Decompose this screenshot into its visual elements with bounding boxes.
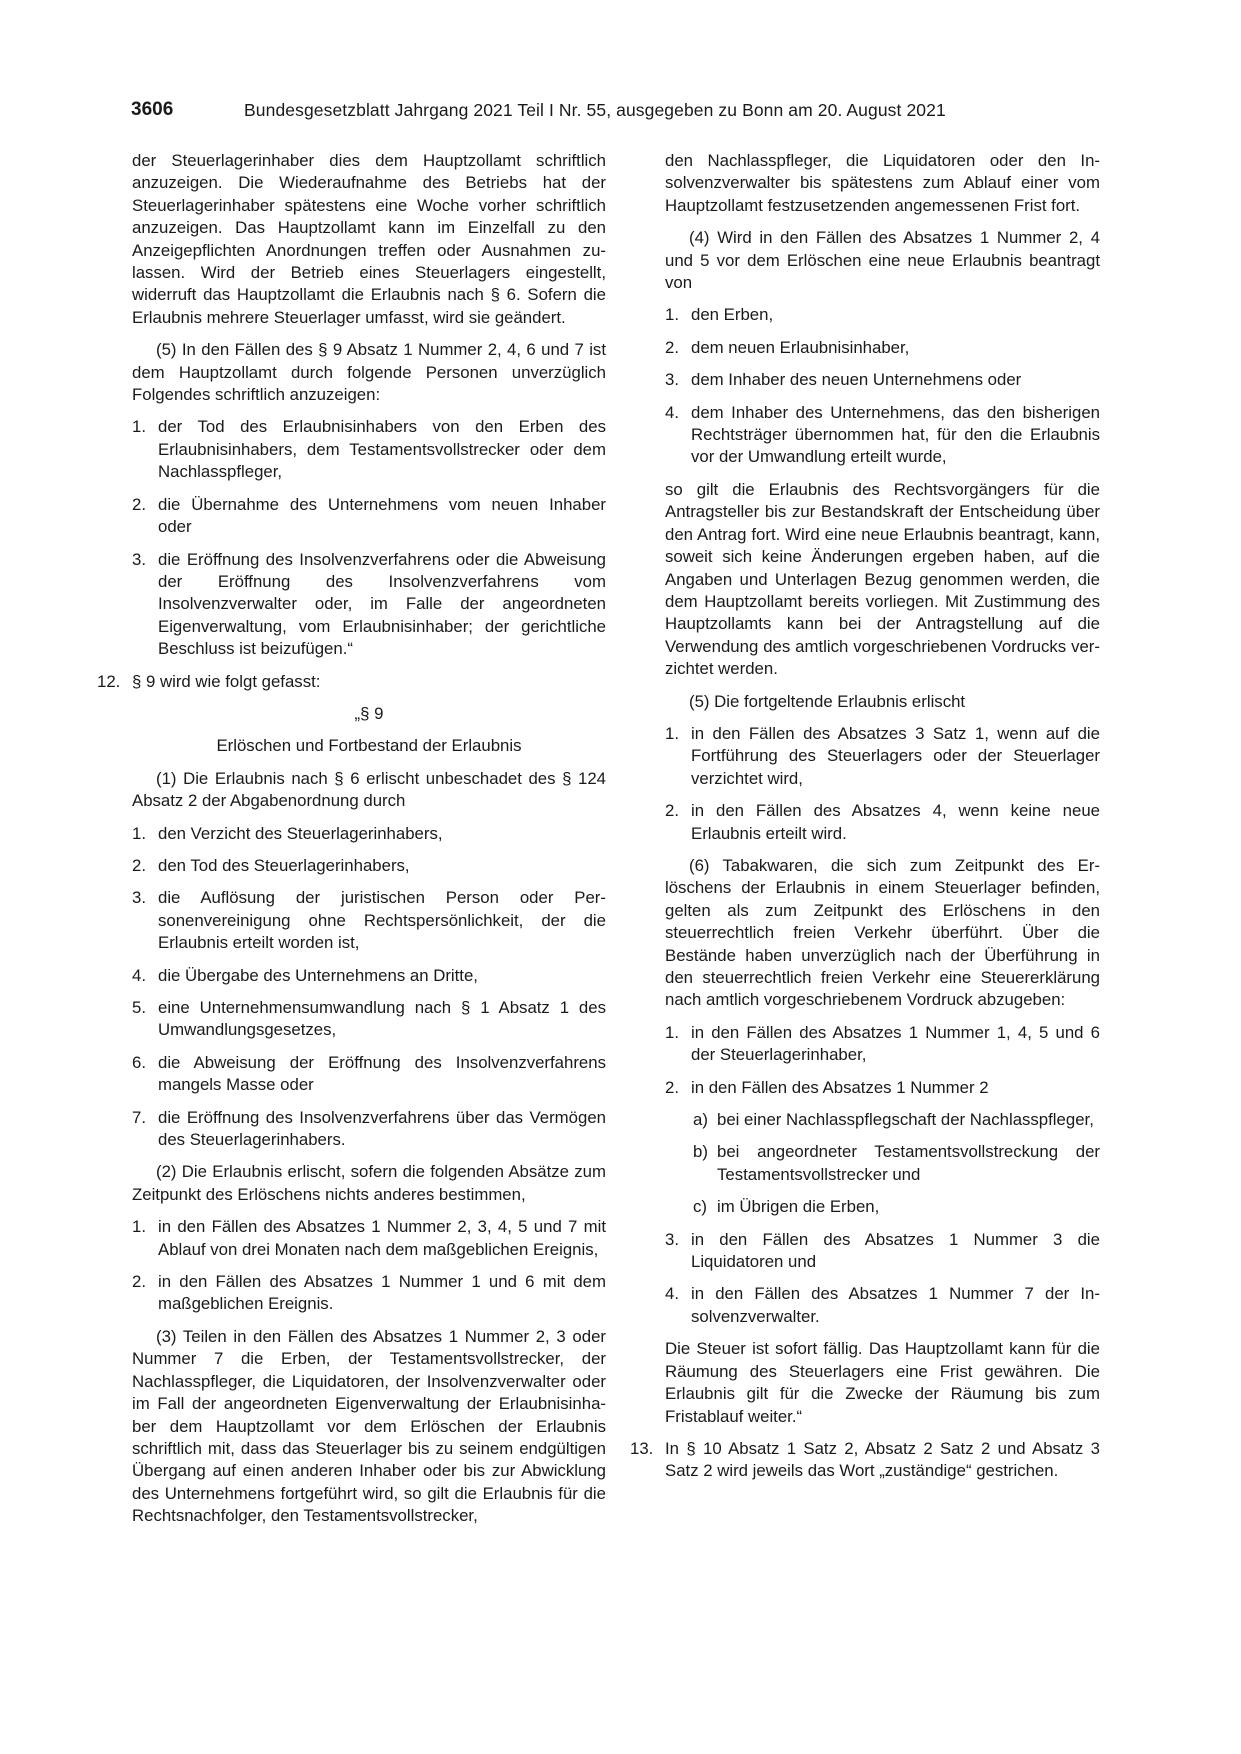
list-number: 3.: [132, 888, 146, 908]
list-text: in den Fällen des Absatzes 1 Nummer 1 und 6 mit dem maßgeblichen Ereignis.: [158, 1272, 606, 1314]
gazette-title: Bundesgesetzblatt Jahrgang 2021 Teil I Nr. 55, ausgegeben zu Bonn am 20. August 2021: [244, 100, 946, 120]
list-number: 3.: [665, 370, 679, 390]
paragraph-abs2: (2) Die Erlaubnis erlischt, sofern die folgenden Absätze zum Zeitpunkt des Erlöschens nichts anderes bestimmen,: [132, 1162, 606, 1204]
page-header: [131, 99, 1131, 129]
list-text: der Tod des Erlaubnisinhabers von den Erben des Erlaubnisinhabers, dem Testamentsvollstrecker oder dem Nachlasspfleger,: [158, 417, 606, 482]
sub-list-text: im Übrigen die Erben,: [717, 1197, 880, 1217]
list-number: 1.: [665, 723, 679, 743]
list-number: 3.: [665, 1229, 679, 1249]
list-item: [665, 800, 1100, 845]
paragraph-abs4: (4) Wird in den Fällen des Absatzes 1 Nummer 2, 4 und 5 vor dem Erlöschen eine neue Erlaubnis beantragt von: [665, 228, 1100, 293]
paragraph-abs1: (1) Die Erlaubnis nach § 6 erlischt unbeschadet des § 124 Absatz 2 der Abgabenordnung durch: [132, 768, 606, 811]
right-column: [630, 150, 1100, 1493]
list-number: 2.: [132, 1272, 146, 1292]
list-text: den Tod des Steuerlagerinhabers,: [158, 855, 410, 875]
section-number: „§ 9: [354, 703, 384, 723]
list-item: [132, 965, 606, 987]
list-item: [665, 369, 1100, 391]
list-number: 2.: [665, 801, 679, 821]
list-number: 1.: [132, 417, 146, 437]
list-text: in den Fällen des Absatzes 1 Nummer 3 die Liquidatoren und: [691, 1229, 1100, 1272]
page-number: 3606: [131, 99, 174, 120]
list-item: [132, 1271, 606, 1316]
section-title: Erlöschen und Fortbestand der Erlaubnis: [216, 736, 522, 756]
list-item: [665, 723, 1100, 790]
list-number: 2.: [665, 337, 679, 357]
list-text: in den Fällen des Absatzes 1 Nummer 7 der Insolvenzverwalter.: [691, 1284, 1100, 1326]
list-number: 5.: [132, 998, 146, 1017]
list-item: [132, 494, 606, 539]
list-item: [665, 337, 1100, 359]
paragraph-abs6: (6) Tabakwaren, die sich zum Zeitpunkt des Erlöschens der Erlaubnis in einem Steuerlager befinden, gelten als zum Zeitpunkt des Erlöschens in den steuerrechtlich freien Verkehr überführt. Über die Bestände haben unverzüglich nach der Überführung in den steuerrechtlich freien Verkehr eine Steuererklärung nach amtlich vorgeschriebenem Vordruck abzugeben:: [665, 855, 1100, 1010]
paragraph: so gilt die Erlaubnis des Rechtsvorgängers für die Antragsteller bis zur Bestandskraft der Entscheidung über den Antrag fort. Wird eine neue Erlaubnis beantragt, kann, soweit sich keine Änderungen ergeben haben, auf die Angaben und Unterlagen Bezug genommen werden, die dem Hauptzollamt bereits vorliegen. Mit Zustimmung des Hauptzollamts kann bei der Antragstellung auf die Verwendung des amtlich vorgeschriebenen Vordrucks verzichtet werden.: [665, 479, 1100, 679]
list-text: in den Fällen des Absatzes 3 Satz 1, wenn auf die Fortführung des Steuerlagers oder der Steuerlager verzichtet wird,: [691, 723, 1100, 788]
amendment-number: 12.: [97, 671, 121, 691]
list-text: die Auflösung der juristischen Person oder Personenvereinigung ohne Rechtspersönlichkeit, der die Erlaubnis erteilt worden ist,: [158, 888, 606, 953]
sub-list-text: bei angeordneter Testamentsvollstreckung der Testamentsvollstrecker und: [717, 1142, 1100, 1184]
list-number: 1.: [132, 823, 146, 843]
list-text: die Übergabe des Unternehmens an Dritte,: [158, 965, 478, 985]
list-item: [132, 887, 606, 954]
paragraph-abs5: (5) In den Fällen des § 9 Absatz 1 Nummer 2, 4, 6 und 7 ist dem Hauptzollamt durch folgende Personen unverzüglich Folgendes schriftlich anzuzeigen:: [132, 340, 606, 405]
list-item: [132, 997, 606, 1042]
list-text: in den Fällen des Absatzes 4, wenn keine neue Erlaubnis erteilt wird.: [691, 801, 1100, 843]
list-text: in den Fällen des Absatzes 1 Nummer 2: [691, 1077, 989, 1097]
left-column: [97, 150, 606, 1538]
amendment-number: 13.: [630, 1438, 654, 1458]
paragraph-abs5: (5) Die fortgeltende Erlaubnis erlischt: [689, 691, 966, 711]
list-number: 2.: [665, 1077, 679, 1097]
list-item: [132, 1107, 606, 1152]
list-text: die Eröffnung des Insolvenzverfahrens über das Vermögen des Steuerlagerinhabers.: [158, 1107, 606, 1150]
list-item: [665, 402, 1100, 469]
list-number: 2.: [132, 494, 146, 514]
sub-list-item: [693, 1109, 1100, 1131]
paragraph: den Nachlasspfleger, die Liquidatoren oder den Insolvenzverwalter bis spätestens zum Ablauf einer vom Hauptzollamt festzusetzenden angemessenen Frist fort.: [665, 151, 1100, 215]
list-number: 2.: [132, 855, 146, 875]
list-text: den Verzicht des Steuerlagerinhabers,: [158, 823, 443, 843]
sub-list-text: bei einer Nachlasspflegschaft der Nachlasspfleger,: [717, 1110, 1094, 1130]
list-text: den Erben,: [691, 305, 774, 325]
list-number: 1.: [132, 1217, 146, 1237]
list-text: in den Fällen des Absatzes 1 Nummer 2, 3, 4, 5 und 7 mit Ablauf von drei Monaten nach dem maßgeblichen Ereignis,: [158, 1217, 606, 1259]
list-text: die Übernahme des Unternehmens vom neuen Inhaber oder: [158, 494, 606, 537]
list-number: 1.: [665, 305, 679, 325]
list-number: 6.: [132, 1052, 146, 1072]
paragraph-abs3: (3) Teilen in den Fällen des Absatzes 1 Nummer 2, 3 oder Nummer 7 die Erben, der Testamentsvollstrecker, der Nachlasspfleger, die Liquidatoren, der Insolvenzverwalter oder im Fall der angeordneten Eigenverwaltung der Erlaubnisinhaber dem Hauptzollamt vor dem Erlöschen der Erlaubnis schriftlich mit, dass das Steuerlager bis zu seinem endgültigen Übergang auf einen anderen Inhaber oder bis zur Abwicklung des Unternehmens fortgeführt wird, so gilt die Erlaubnis für die Rechtsnachfolger, den Testamentsvollstrecker,: [132, 1326, 606, 1526]
list-item: [132, 823, 606, 845]
list-number: 4.: [665, 1284, 679, 1304]
list-item: [132, 416, 606, 483]
list-item: [132, 1052, 606, 1097]
list-text: dem Inhaber des neuen Unternehmens oder: [691, 370, 1022, 390]
list-text: in den Fällen des Absatzes 1 Nummer 1, 4, 5 und 6 der Steuerlagerinhaber,: [691, 1022, 1100, 1065]
sub-list-item: [693, 1141, 1100, 1186]
list-item: [665, 1077, 1100, 1099]
sub-list-letter: c): [693, 1197, 707, 1217]
sub-list-letter: a): [693, 1110, 708, 1130]
amendment-text: § 9 wird wie folgt gefasst:: [132, 671, 321, 691]
paragraph: der Steuerlagerinhaber dies dem Hauptzollamt schriftlich anzuzeigen. Die Wiederaufnahme des Betriebs hat der Steuerlagerinhaber spätestens eine Woche vorher schriftlich anzuzeigen. Das Hauptzollamt kann im Einzelfall zu den Anzeigepflichten Anordnungen treffen oder Ausnahmen zulassen. Wird der Betrieb eines Steuerlagers eingestellt, widerruft das Hauptzollamt die Erlaubnis nach § 6. Sofern die Erlaubnis mehrere Steuerlager umfasst, wird sie geändert.: [132, 151, 606, 327]
list-number: 4.: [132, 965, 146, 985]
list-item: [665, 304, 1100, 326]
list-text: dem neuen Erlaubnisinhaber,: [691, 337, 910, 357]
list-text: die Eröffnung des Insolvenzverfahrens oder die Abweisung der Eröffnung des Insolvenzverfahrens vom Insolvenzverwalter oder, im Falle der angeordneten Eigenverwaltung, vom Erlaubnisinhaber; der gerichtliche Beschluss ist beizufügen.“: [158, 549, 606, 659]
paragraph: Die Steuer ist sofort fällig. Das Hauptzollamt kann für die Räumung des Steuerlagers eine Frist gewähren. Die Erlaubnis gilt für die Zwecke der Räumung bis zum Fristablauf weiter.“: [665, 1339, 1100, 1426]
amendment-text: In § 10 Absatz 1 Satz 2, Absatz 2 Satz 2 und Absatz 3 Satz 2 wird jeweils das Wort „zuständige“ gestrichen.: [665, 1438, 1100, 1481]
list-item: [665, 1229, 1100, 1274]
amendment-item-12: [97, 671, 606, 693]
list-item: [665, 1022, 1100, 1067]
list-text: die Abweisung der Eröffnung des Insolvenzverfahrens mangels Masse oder: [158, 1052, 606, 1095]
list-item: [665, 1283, 1100, 1328]
list-number: 4.: [665, 402, 679, 422]
sub-list-item: [693, 1196, 1100, 1218]
list-text: dem Inhaber des Unternehmens, das den bisherigen Rechtsträger übernommen hat, für den die Erlaubnis vor der Umwandlung erteilt wurde,: [691, 402, 1100, 467]
list-item: [132, 855, 606, 877]
amendment-item-13: [630, 1438, 1100, 1483]
list-item: [132, 549, 606, 661]
list-item: [132, 1216, 606, 1261]
list-number: 3.: [132, 549, 146, 569]
list-text: eine Unternehmensumwandlung nach § 1 Absatz 1 des Umwandlungsgesetzes,: [158, 998, 606, 1040]
list-number: 1.: [665, 1022, 679, 1042]
list-number: 7.: [132, 1107, 146, 1127]
sub-list-letter: b): [693, 1142, 708, 1162]
